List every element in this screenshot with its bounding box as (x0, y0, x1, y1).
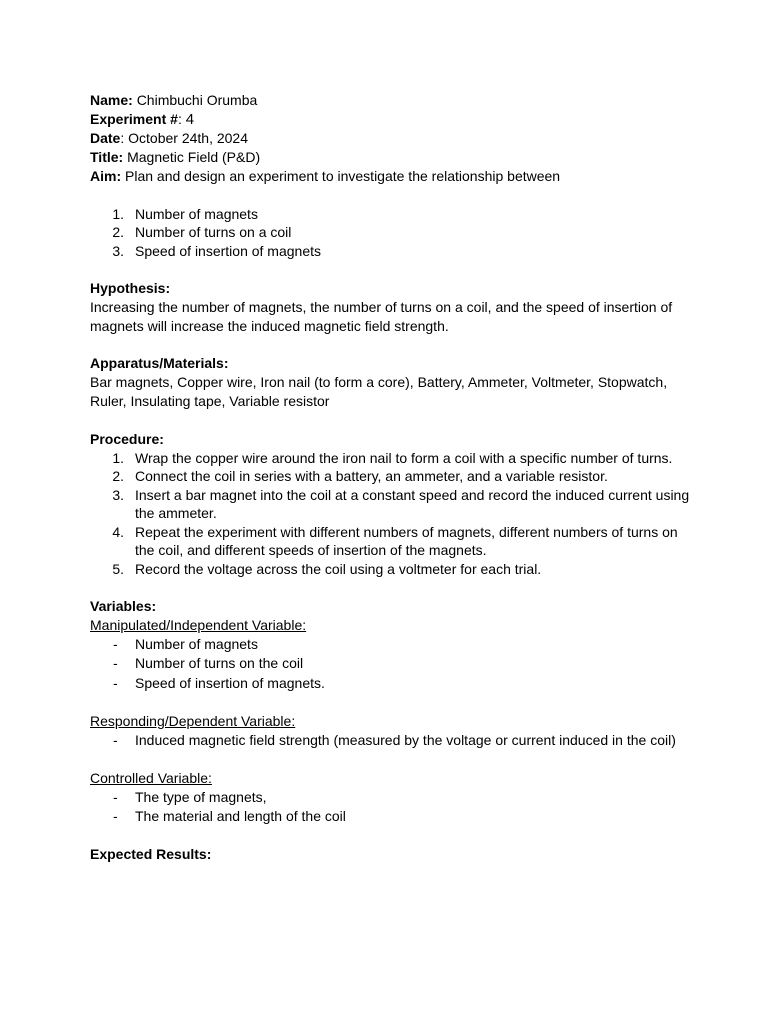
list-item: 2. Number of turns on a coil (112, 224, 292, 240)
dependent-variable-list (90, 731, 690, 751)
list-item: 1. Wrap the copper wire around the iron nail to form a coil with a specific number of turns. (112, 449, 673, 466)
hypothesis-text: Increasing the number of magnets, the number of turns on a coil, and the speed of insertion of magnets will increase the induced magnetic field strength. (90, 298, 673, 334)
list-item: 3. Speed of insertion of magnets (112, 242, 322, 259)
controlled-variable-list (90, 788, 690, 827)
dependent-variable-label: Responding/Dependent Variable: (90, 712, 296, 729)
list-item: - Number of magnets (113, 635, 258, 652)
document-page (90, 91, 690, 864)
aim-line (90, 167, 690, 186)
controlled-variable-label: Controlled Variable: (90, 769, 212, 786)
hypothesis-heading: Hypothesis: (90, 279, 171, 296)
list-item: - Number of turns on the coil (113, 655, 304, 671)
independent-variable-list (90, 635, 690, 694)
list-item: - Speed of insertion of magnets. (113, 674, 325, 691)
title-line (90, 148, 690, 167)
date-label: Date (90, 130, 121, 146)
aim-label: Aim: (90, 168, 122, 184)
expected-results-heading: Expected Results: (90, 846, 212, 862)
experiment-separator: : (177, 111, 182, 127)
list-item: - The material and length of the coil (113, 808, 346, 824)
name-value: Chimbuchi Orumba (136, 92, 258, 108)
experiment-line (90, 110, 690, 129)
title-value: Magnetic Field (P&D) (127, 149, 261, 165)
procedure-heading: Procedure: (90, 430, 164, 447)
experiment-label: Experiment # (90, 111, 178, 127)
title-label: Title: (90, 149, 124, 165)
name-line (90, 91, 690, 110)
list-item: 1. Number of magnets (112, 205, 258, 222)
aim-list (90, 205, 690, 261)
apparatus-text: Bar magnets, Copper wire, Iron nail (to form a core), Battery, Ammeter, Voltmeter, Stopwatch, Ruler, Insulating tape, Variable resistor (90, 374, 668, 409)
name-label: Name: (90, 92, 133, 108)
list-item: 3. Insert a bar magnet into the coil at a constant speed and record the induced current using the ammeter. (112, 486, 690, 521)
list-item: 4. Repeat the experiment with different numbers of magnets, different numbers of turns on the coil, and different speeds of insertion of the magnets. (112, 523, 678, 558)
date-line (90, 129, 690, 148)
apparatus-heading: Apparatus/Materials: (90, 355, 229, 371)
list-item: 2. Connect the coil in series with a battery, an ammeter, and a variable resistor. (112, 468, 608, 484)
independent-variable-label: Manipulated/Independent Variable: (90, 616, 307, 633)
aim-value: Plan and design an experiment to investigate the relationship between (125, 168, 561, 184)
variables-heading: Variables: (90, 597, 157, 614)
list-item: - Induced magnetic field strength (measured by the voltage or current induced in the coil) (113, 731, 676, 748)
list-item: 5. Record the voltage across the coil using a voltmeter for each trial. (112, 560, 542, 577)
procedure-list (90, 449, 690, 579)
date-value: : October 24th, 2024 (120, 130, 248, 146)
experiment-value: 4 (185, 111, 195, 128)
list-item: - The type of magnets, (113, 788, 267, 805)
